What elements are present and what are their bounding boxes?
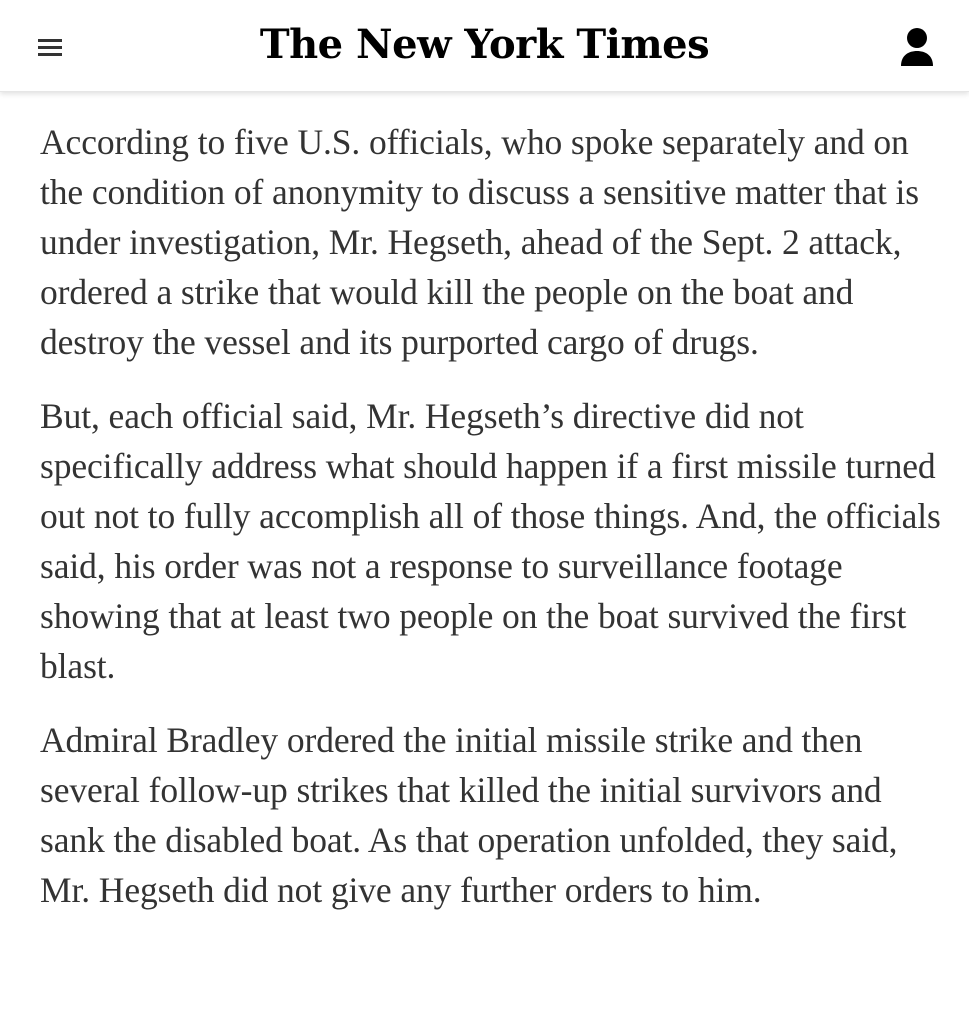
article-paragraph-1: According to five U.S. officials, who spoke separately and on the condition of anonymity to discuss a sensitive matter that is under investigation, Mr. Hegseth, ahead of the Sept. 2 attack, ordered a strike that would kill the people on the boat and destroy the vessel and its purported cargo of drugs. bbox=[40, 122, 919, 362]
person-icon bbox=[895, 24, 939, 70]
masthead-logo[interactable]: The New York Times bbox=[259, 21, 710, 68]
article-paragraph-3: Admiral Bradley ordered the initial missile strike and then several follow-up strikes that killed the initial survivors and sank the disabled boat. As that operation unfolded, they said, Mr. Hegseth did not give any further orders to him. bbox=[40, 720, 898, 910]
article-body bbox=[40, 117, 945, 939]
top-navigation-bar bbox=[0, 0, 969, 92]
hamburger-menu-icon bbox=[30, 31, 70, 63]
menu-button[interactable] bbox=[30, 31, 70, 63]
account-button[interactable] bbox=[895, 24, 939, 70]
article-paragraph-2: But, each official said, Mr. Hegseth’s directive did not specifically address what should happen if a first missile turned out not to fully accomplish all of those things. And, the officials said, his order was not a response to surveillance footage showing that at least two people on the boat survived the first blast. bbox=[40, 396, 941, 686]
